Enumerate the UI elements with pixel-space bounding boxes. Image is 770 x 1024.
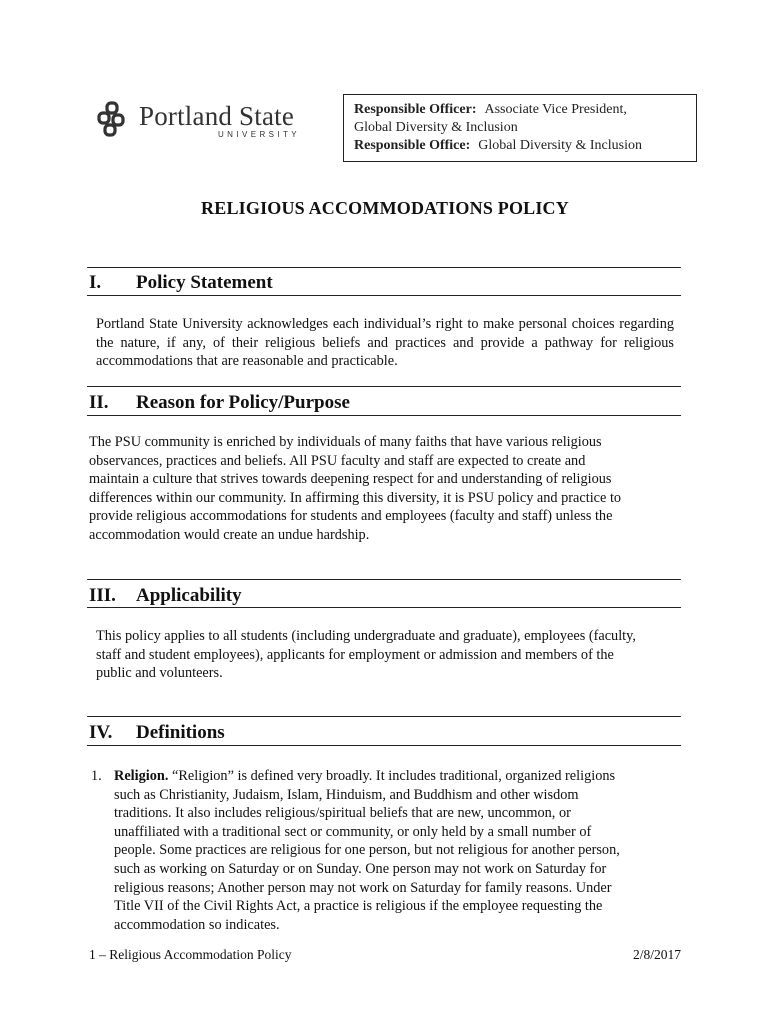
officer-label: Responsible Officer: (354, 102, 477, 117)
officer-value-2: Global Diversity & Inclusion (354, 120, 518, 135)
section-heading-reason (89, 392, 350, 414)
section-heading-definitions (89, 722, 225, 744)
officer-value-1: Associate Vice President, (484, 102, 627, 117)
text-line: such as working on Saturday or on Sunday. One person may not work on Saturday for (114, 860, 607, 877)
section-divider (87, 745, 681, 746)
office-value: Global Diversity & Inclusion (478, 138, 642, 153)
footer-page-label: 1 – Religious Accommodation Policy (89, 947, 292, 962)
definition-term: Religion. (114, 768, 169, 784)
section-number: IV. (89, 722, 113, 743)
section-heading-policy-statement (89, 272, 273, 294)
section-divider (87, 295, 681, 296)
officer-line-1 (354, 101, 686, 119)
text-line: observances, practices and beliefs. All PSU faculty and staff are expected to create and (89, 452, 586, 469)
section-divider (87, 267, 681, 268)
policy-statement-text: Portland State University acknowledges each individual’s right to make personal choices regarding the nature, if any, of their religious beliefs and practices and provide a pathway for religious accommodations that are reasonable and practicable. (96, 316, 674, 370)
text-line: public and volunteers. (96, 665, 223, 682)
reason-text (89, 433, 679, 545)
text-line: unaffiliated with a traditional sect or community, or only held by a small number of (114, 823, 592, 840)
section-title: Policy Statement (136, 272, 273, 293)
responsible-officer-box (343, 94, 697, 162)
section-title: Reason for Policy/Purpose (136, 392, 350, 413)
definition-religion (114, 767, 684, 934)
text-line: The PSU community is enriched by individuals of many faiths that have various religious (89, 434, 602, 450)
section-title: Applicability (136, 585, 242, 606)
text-line (114, 767, 684, 786)
section-number: I. (89, 272, 102, 293)
section-divider (87, 415, 681, 416)
psu-logo-icon (97, 101, 133, 137)
text-line: religious reasons; Another person may not work on Saturday for family reasons. Under (114, 879, 612, 896)
section-number: II. (89, 392, 109, 413)
section-divider (87, 716, 681, 717)
page-title: RELIGIOUS ACCOMMODATIONS POLICY (201, 198, 569, 218)
office-line (354, 137, 686, 155)
logo-subtitle: UNIVERSITY (218, 130, 301, 139)
text-line: accommodation so indicates. (114, 916, 280, 933)
text-line: people. Some practices are religious for one person, but not religious for another person, (114, 842, 620, 859)
section-divider (87, 386, 681, 387)
text-line: provide religious accommodations for students and employees (faculty and staff) unless the (89, 508, 613, 525)
text-line: staff and student employees), applicants for employment or admission and members of the (96, 646, 614, 663)
definition-text: “Religion” is defined very broadly. It includes traditional, organized religions (168, 768, 616, 784)
text-line: such as Christianity, Judaism, Islam, Hinduism, and Buddhism and other wisdom (114, 786, 579, 803)
section-heading-applicability (89, 585, 242, 607)
footer-date: 2/8/2017 (632, 947, 681, 962)
section-number: III. (89, 585, 116, 606)
text-line: differences within our community. In affirming this diversity, it is PSU policy and practice to (89, 489, 622, 506)
section-divider (87, 607, 681, 608)
text-line: Title VII of the Civil Rights Act, a practice is religious if the employee requesting the (114, 898, 603, 915)
logo-name: Portland State (139, 101, 295, 131)
text-line: accommodation would create an undue hardship. (89, 526, 370, 543)
section-title: Definitions (136, 722, 225, 743)
definition-number: 1. (91, 768, 102, 784)
office-label: Responsible Office: (354, 138, 471, 153)
section-divider (87, 579, 681, 580)
text-line: traditions. It also includes religious/spiritual beliefs that are new, uncommon, or (114, 805, 571, 822)
text-line: This policy applies to all students (including undergraduate and graduate), employees (faculty, (96, 628, 636, 644)
text-line: maintain a culture that strives towards deepening respect for and understanding of religious (89, 471, 612, 488)
university-logo (97, 101, 301, 145)
applicability-text (96, 627, 680, 683)
